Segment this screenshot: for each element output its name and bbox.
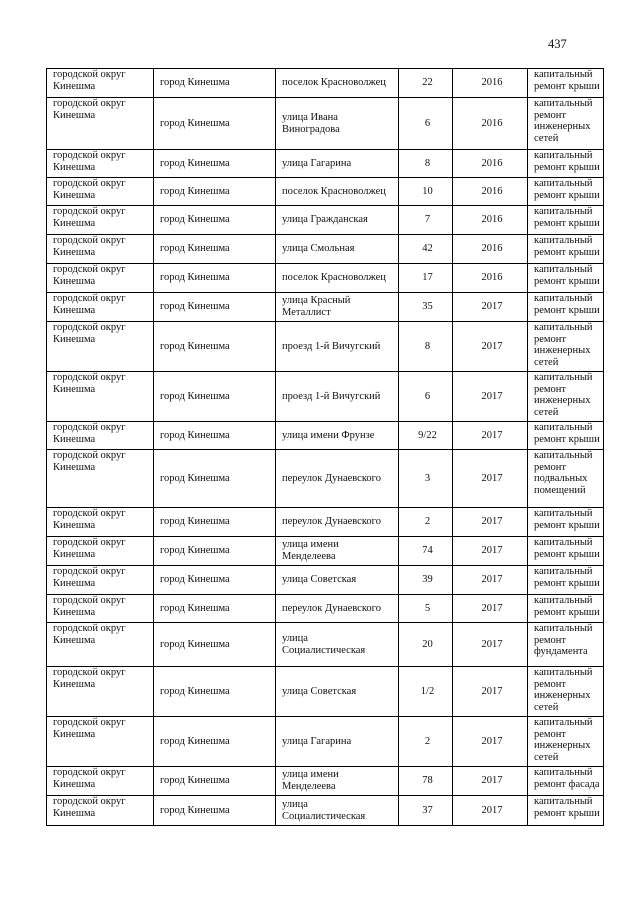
year-cell: 2017 — [453, 322, 528, 372]
city-cell: город Кинешма — [154, 796, 276, 826]
work-type-cell: капитальный ремонт инженерных сетей — [528, 98, 604, 150]
street-cell: улица имени Менделеева — [276, 767, 399, 796]
house-number-cell: 35 — [399, 293, 453, 322]
house-number-cell: 2 — [399, 717, 453, 767]
year-cell: 2017 — [453, 623, 528, 667]
district-cell: городской округ Кинешма — [47, 150, 154, 178]
work-type-cell: капитальный ремонт крыши — [528, 150, 604, 178]
district-cell: городской округ Кинешма — [47, 422, 154, 450]
street-cell: поселок Красноволжец — [276, 178, 399, 206]
house-number-cell: 42 — [399, 235, 453, 264]
street-cell: переулок Дунаевского — [276, 508, 399, 537]
registry-body — [47, 69, 604, 826]
table-row — [47, 372, 604, 422]
house-number-cell: 78 — [399, 767, 453, 796]
year-cell: 2017 — [453, 293, 528, 322]
work-type-cell: капитальный ремонт фундамента — [528, 623, 604, 667]
city-cell: город Кинешма — [154, 623, 276, 667]
table-row — [47, 98, 604, 150]
table-row — [47, 322, 604, 372]
work-type-cell: капитальный ремонт инженерных сетей — [528, 372, 604, 422]
city-cell: город Кинешма — [154, 264, 276, 293]
work-type-cell: капитальный ремонт крыши — [528, 69, 604, 98]
street-cell: улица Гагарина — [276, 150, 399, 178]
work-type-cell: капитальный ремонт крыши — [528, 508, 604, 537]
district-cell: городской округ Кинешма — [47, 293, 154, 322]
year-cell: 2017 — [453, 422, 528, 450]
street-cell: улица Социалистическая — [276, 623, 399, 667]
city-cell: город Кинешма — [154, 767, 276, 796]
city-cell: город Кинешма — [154, 566, 276, 595]
year-cell: 2017 — [453, 667, 528, 717]
registry-table — [46, 68, 604, 826]
year-cell: 2017 — [453, 767, 528, 796]
street-cell: улица Смольная — [276, 235, 399, 264]
district-cell: городской округ Кинешма — [47, 69, 154, 98]
table-row — [47, 235, 604, 264]
house-number-cell: 7 — [399, 206, 453, 235]
table-row — [47, 293, 604, 322]
district-cell: городской округ Кинешма — [47, 796, 154, 826]
city-cell: город Кинешма — [154, 206, 276, 235]
house-number-cell: 8 — [399, 322, 453, 372]
house-number-cell: 39 — [399, 566, 453, 595]
year-cell: 2016 — [453, 206, 528, 235]
street-cell: улица Гражданская — [276, 206, 399, 235]
city-cell: город Кинешма — [154, 422, 276, 450]
city-cell: город Кинешма — [154, 508, 276, 537]
house-number-cell: 10 — [399, 178, 453, 206]
city-cell: город Кинешма — [154, 717, 276, 767]
year-cell: 2017 — [453, 796, 528, 826]
street-cell: улица Социалистическая — [276, 796, 399, 826]
table-row — [47, 717, 604, 767]
work-type-cell: капитальный ремонт инженерных сетей — [528, 322, 604, 372]
city-cell: город Кинешма — [154, 322, 276, 372]
district-cell: городской округ Кинешма — [47, 98, 154, 150]
street-cell: проезд 1-й Вичугский — [276, 372, 399, 422]
district-cell: городской округ Кинешма — [47, 767, 154, 796]
street-cell: улица Советская — [276, 566, 399, 595]
table-row — [47, 566, 604, 595]
year-cell: 2017 — [453, 566, 528, 595]
work-type-cell: капитальный ремонт инженерных сетей — [528, 717, 604, 767]
city-cell: город Кинешма — [154, 595, 276, 623]
street-cell: переулок Дунаевского — [276, 595, 399, 623]
table-row — [47, 450, 604, 508]
year-cell: 2017 — [453, 717, 528, 767]
city-cell: город Кинешма — [154, 293, 276, 322]
city-cell: город Кинешма — [154, 98, 276, 150]
district-cell: городской округ Кинешма — [47, 206, 154, 235]
house-number-cell: 74 — [399, 537, 453, 566]
table-row — [47, 422, 604, 450]
work-type-cell: капитальный ремонт крыши — [528, 796, 604, 826]
house-number-cell: 6 — [399, 98, 453, 150]
work-type-cell: капитальный ремонт инженерных сетей — [528, 667, 604, 717]
city-cell: город Кинешма — [154, 69, 276, 98]
table-row — [47, 150, 604, 178]
street-cell: поселок Красноволжец — [276, 264, 399, 293]
table-row — [47, 69, 604, 98]
district-cell: городской округ Кинешма — [47, 264, 154, 293]
work-type-cell: капитальный ремонт подвальных помещений — [528, 450, 604, 508]
district-cell: городской округ Кинешма — [47, 322, 154, 372]
year-cell: 2017 — [453, 450, 528, 508]
work-type-cell: капитальный ремонт крыши — [528, 293, 604, 322]
page-number: 437 — [548, 37, 567, 51]
house-number-cell: 8 — [399, 150, 453, 178]
street-cell: проезд 1-й Вичугский — [276, 322, 399, 372]
work-type-cell: капитальный ремонт крыши — [528, 264, 604, 293]
house-number-cell: 37 — [399, 796, 453, 826]
district-cell: городской округ Кинешма — [47, 372, 154, 422]
city-cell: город Кинешма — [154, 235, 276, 264]
street-cell: улица Советская — [276, 667, 399, 717]
district-cell: городской округ Кинешма — [47, 537, 154, 566]
work-type-cell: капитальный ремонт фасада — [528, 767, 604, 796]
street-cell: улица Красный Металлист — [276, 293, 399, 322]
district-cell: городской округ Кинешма — [47, 235, 154, 264]
street-cell: поселок Красноволжец — [276, 69, 399, 98]
year-cell: 2016 — [453, 69, 528, 98]
city-cell: город Кинешма — [154, 178, 276, 206]
house-number-cell: 5 — [399, 595, 453, 623]
year-cell: 2017 — [453, 595, 528, 623]
street-cell: улица Гагарина — [276, 717, 399, 767]
street-cell: переулок Дунаевского — [276, 450, 399, 508]
house-number-cell: 3 — [399, 450, 453, 508]
district-cell: городской округ Кинешма — [47, 717, 154, 767]
district-cell: городской округ Кинешма — [47, 508, 154, 537]
year-cell: 2017 — [453, 508, 528, 537]
house-number-cell: 17 — [399, 264, 453, 293]
year-cell: 2016 — [453, 178, 528, 206]
work-type-cell: капитальный ремонт крыши — [528, 235, 604, 264]
city-cell: город Кинешма — [154, 372, 276, 422]
table-row — [47, 537, 604, 566]
house-number-cell: 20 — [399, 623, 453, 667]
house-number-cell: 2 — [399, 508, 453, 537]
table-row — [47, 595, 604, 623]
house-number-cell: 1/2 — [399, 667, 453, 717]
district-cell: городской округ Кинешма — [47, 450, 154, 508]
house-number-cell: 9/22 — [399, 422, 453, 450]
table-row — [47, 178, 604, 206]
district-cell: городской округ Кинешма — [47, 595, 154, 623]
year-cell: 2017 — [453, 537, 528, 566]
work-type-cell: капитальный ремонт крыши — [528, 566, 604, 595]
house-number-cell: 22 — [399, 69, 453, 98]
street-cell: улица имени Фрунзе — [276, 422, 399, 450]
year-cell: 2017 — [453, 372, 528, 422]
city-cell: город Кинешма — [154, 150, 276, 178]
city-cell: город Кинешма — [154, 450, 276, 508]
year-cell: 2016 — [453, 150, 528, 178]
work-type-cell: капитальный ремонт крыши — [528, 537, 604, 566]
city-cell: город Кинешма — [154, 537, 276, 566]
work-type-cell: капитальный ремонт крыши — [528, 422, 604, 450]
year-cell: 2016 — [453, 264, 528, 293]
year-cell: 2016 — [453, 98, 528, 150]
district-cell: городской округ Кинешма — [47, 178, 154, 206]
district-cell: городской округ Кинешма — [47, 623, 154, 667]
table-row — [47, 206, 604, 235]
district-cell: городской округ Кинешма — [47, 566, 154, 595]
year-cell: 2016 — [453, 235, 528, 264]
table-row — [47, 623, 604, 667]
district-cell: городской округ Кинешма — [47, 667, 154, 717]
table-row — [47, 264, 604, 293]
table-row — [47, 667, 604, 717]
work-type-cell: капитальный ремонт крыши — [528, 178, 604, 206]
street-cell: улица имени Менделеева — [276, 537, 399, 566]
work-type-cell: капитальный ремонт крыши — [528, 206, 604, 235]
table-row — [47, 767, 604, 796]
table-row — [47, 796, 604, 826]
house-number-cell: 6 — [399, 372, 453, 422]
table-row — [47, 508, 604, 537]
street-cell: улица Ивана Виноградова — [276, 98, 399, 150]
work-type-cell: капитальный ремонт крыши — [528, 595, 604, 623]
city-cell: город Кинешма — [154, 667, 276, 717]
